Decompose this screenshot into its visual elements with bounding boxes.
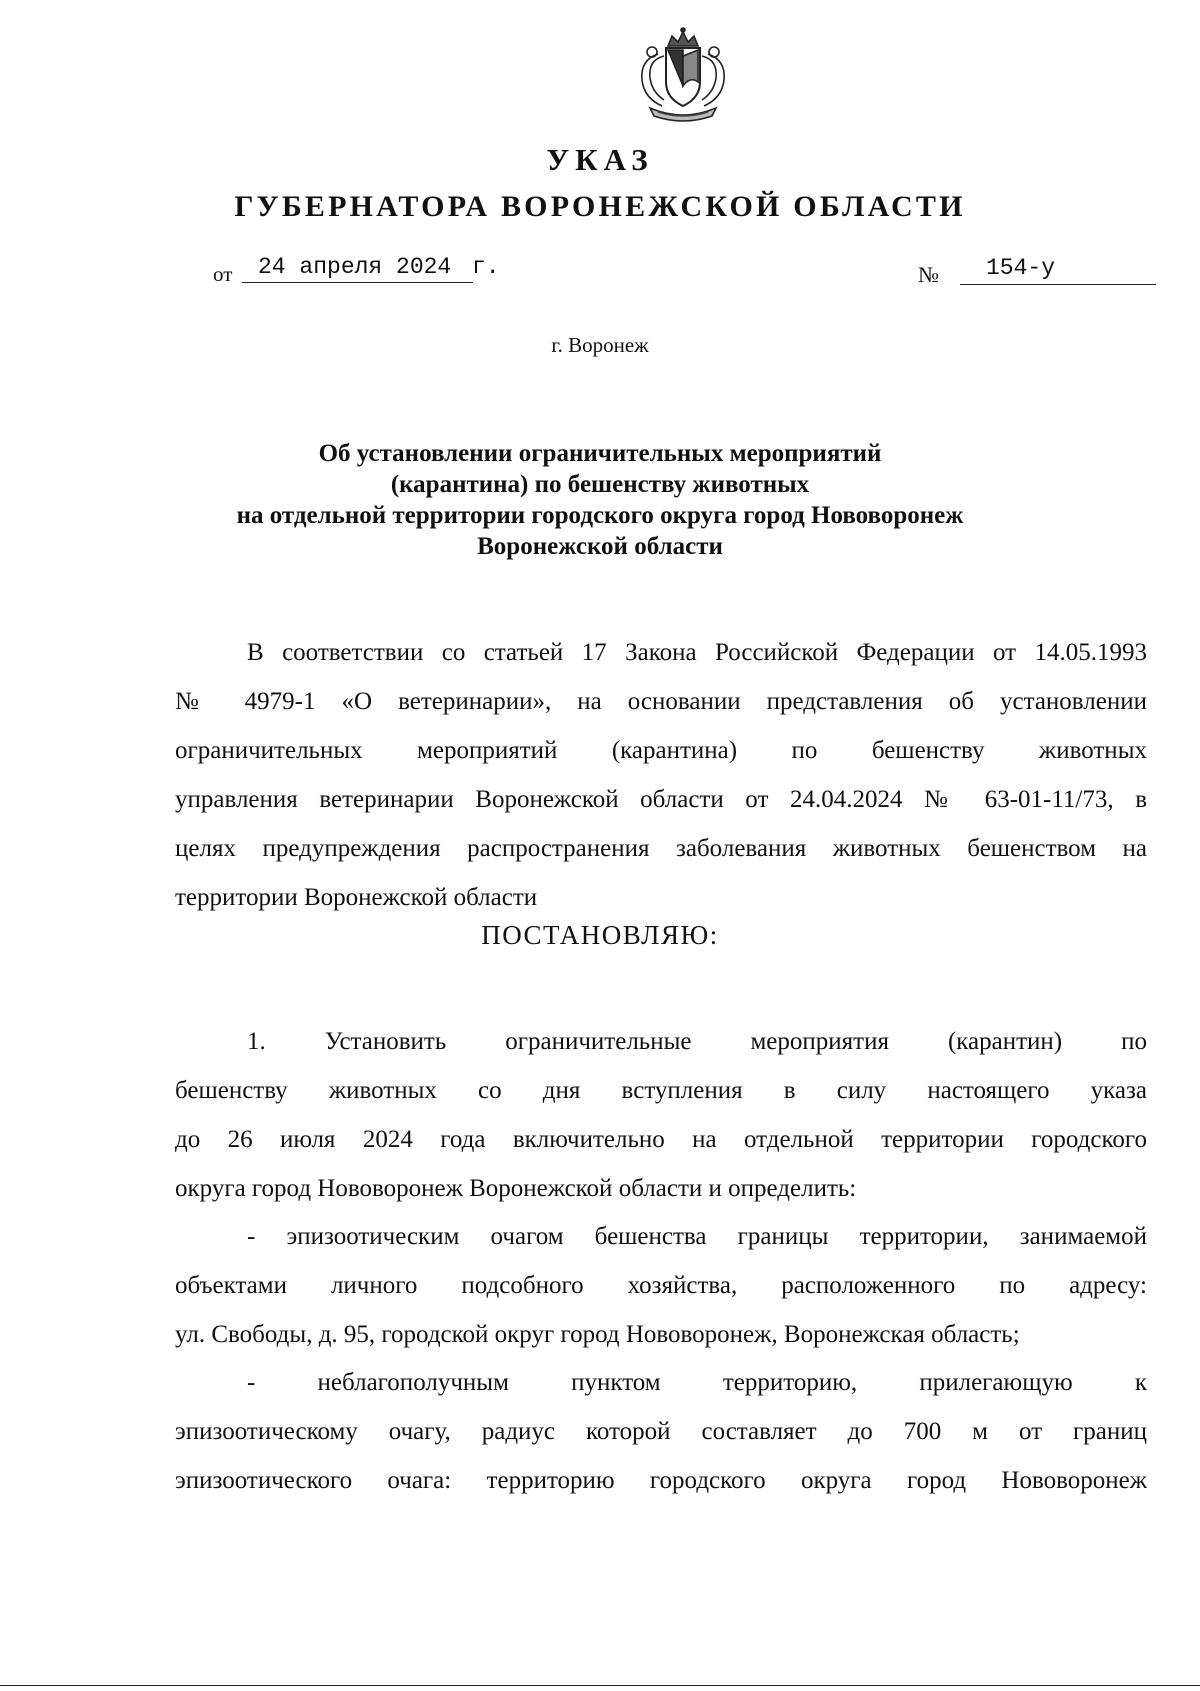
document-type-heading: УКАЗ [546,142,654,177]
coat-of-arms-emblem [628,26,738,126]
date-suffix: г. [472,254,500,280]
paragraph-line: ул. Свободы, д. 95, городской округ город Нововоронеж, Воронежская область; [175,1321,1020,1348]
number-prefix: № [918,262,939,287]
date-prefix: от [213,262,233,286]
area-definition-paragraph [175,1358,1147,1505]
preamble-paragraph [175,628,1147,922]
document-city: г. Воронеж [551,333,649,357]
document-number: 154-у [960,252,1156,285]
paragraph-line: объектами личного подсобного хозяйства, расположенного по адресу: [175,1272,1147,1299]
paragraph-line: ограничительных мероприятий (карантина) по бешенству животных [175,737,1147,764]
paragraph-line: округа город Нововоронеж Воронежской области и определить: [175,1175,857,1202]
paragraph-line: бешенству животных со дня вступления в силу настоящего указа [175,1077,1147,1104]
paragraph-line: - неблагополучным пунктом территорию, прилегающую к [247,1369,1147,1396]
paragraph-line: целях предупреждения распространения заболевания животных бешенством на [175,835,1147,862]
paragraph-line: до 26 июля 2024 года включительно на отдельной территории городского [175,1126,1147,1153]
title-line: (карантина) по бешенству животных [390,471,810,498]
paragraph-line: эпизоотическому очагу, радиус которой составляет до 700 м от границ [175,1418,1147,1445]
paragraph-line: управления ветеринарии Воронежской области от 24.04.2024 № 63-01-11/73, в [175,786,1147,813]
item-1-paragraph [175,1017,1147,1213]
title-line: Воронежской области [477,533,723,560]
focus-definition-paragraph [175,1212,1147,1359]
paragraph-line: эпизоотического очага: территорию городского округа город Нововоронеж [175,1467,1147,1494]
decree-word: ПОСТАНОВЛЯЮ: [481,920,719,950]
paragraph-line: - эпизоотическим очагом бешенства границы территории, занимаемой [247,1223,1147,1250]
issuer-heading: ГУБЕРНАТОРА ВОРОНЕЖСКОЙ ОБЛАСТИ [234,190,966,223]
paragraph-line: № 4979-1 «О ветеринарии», на основании представления об установлении [175,688,1147,715]
paragraph-line: 1. Установить ограничительные мероприятия (карантин) по [247,1028,1147,1055]
title-line: на отдельной территории городского округа город Нововоронеж [236,502,964,529]
paragraph-line: территории Воронежской области [175,884,538,911]
document-date: 24 апреля 2024 [242,252,473,283]
paragraph-line: В соответствии со статьей 17 Закона Российской Федерации от 14.05.1993 [247,639,1147,666]
document-title [0,438,1200,562]
title-line: Об установлении ограничительных мероприятий [318,440,882,467]
page-bottom-rule [0,1685,1200,1686]
